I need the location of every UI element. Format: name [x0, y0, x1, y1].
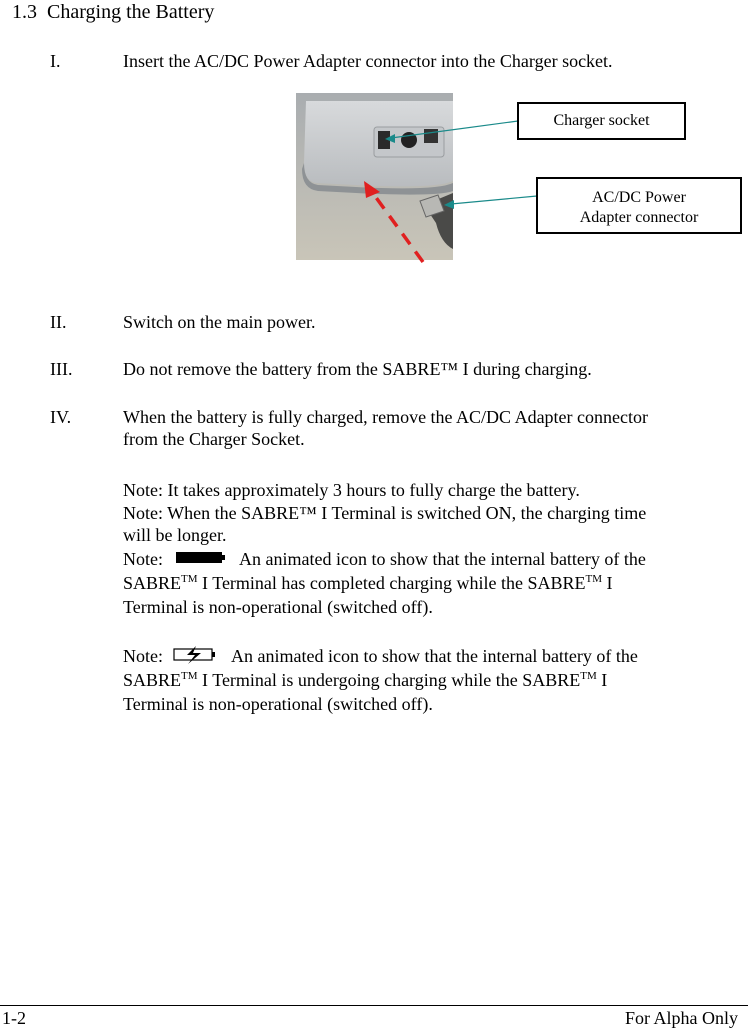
step-3-text: Do not remove the battery from the SABRE™ I during charging. — [123, 359, 592, 379]
note-terminal-on-line1: Note: When the SABRE™ I Terminal is switched ON, the charging time — [123, 503, 647, 523]
figure-annotations — [0, 0, 748, 300]
note-charging-icon-line2: SABRE™ I Terminal is undergoing charging while the SABRE™ I — [123, 670, 608, 690]
note-full-icon-line3: Terminal is non-operational (switched off). — [123, 597, 433, 617]
insert-direction-arrowhead — [364, 181, 380, 198]
step-4-number: IV. — [50, 407, 72, 427]
step-3-number: III. — [50, 359, 73, 379]
footer-divider — [0, 1005, 748, 1006]
note-charging-icon-line3: Terminal is non-operational (switched off). — [123, 694, 433, 714]
callout-adapter-line2: Adapter connector — [579, 209, 699, 226]
step-2-text: Switch on the main power. — [123, 312, 316, 332]
footer-page-number: 1-2 — [2, 1008, 26, 1028]
note-charging-icon-line1 — [123, 645, 638, 667]
callout-charger-socket-label: Charger socket — [553, 112, 650, 129]
note-charging-icon-text: An animated icon to show that the internal battery of the — [231, 646, 638, 666]
note-label: Note: — [123, 646, 163, 666]
step-2-number: II. — [50, 312, 67, 332]
note-full-icon-line2: SABRE™ I Terminal has completed charging while the SABRE™ I — [123, 573, 613, 593]
socket-leader-line — [391, 121, 518, 138]
battery-full-icon — [172, 550, 230, 566]
adapter-leader-line — [451, 196, 537, 204]
step-4-line1: When the battery is fully charged, remove the AC/DC Adapter connector — [123, 407, 649, 427]
insert-direction-arrow — [372, 192, 423, 262]
note-terminal-on-line2: will be longer. — [123, 525, 227, 545]
step-1-text: Insert the AC/DC Power Adapter connector into the Charger socket. — [123, 51, 613, 71]
footer-status: For Alpha Only — [624, 1008, 738, 1028]
socket-leader-arrowhead — [385, 134, 395, 143]
battery-charging-icon — [170, 646, 222, 664]
callout-charger-socket — [517, 102, 686, 140]
section-title: Charging the Battery — [47, 1, 215, 23]
callout-adapter-connector — [536, 177, 742, 234]
note-full-icon-text: An animated icon to show that the internal battery of the — [239, 549, 646, 569]
note-label: Note: — [123, 549, 163, 569]
note-charge-time: Note: It takes approximately 3 hours to fully charge the battery. — [123, 480, 580, 500]
adapter-leader-arrowhead — [444, 200, 454, 209]
callout-adapter-line1: AC/DC Power — [592, 189, 686, 206]
step-4-line2: from the Charger Socket. — [123, 429, 305, 449]
note-full-icon-line1 — [123, 548, 646, 570]
step-1-number: I. — [50, 51, 61, 71]
section-number: 1.3 — [12, 1, 37, 23]
